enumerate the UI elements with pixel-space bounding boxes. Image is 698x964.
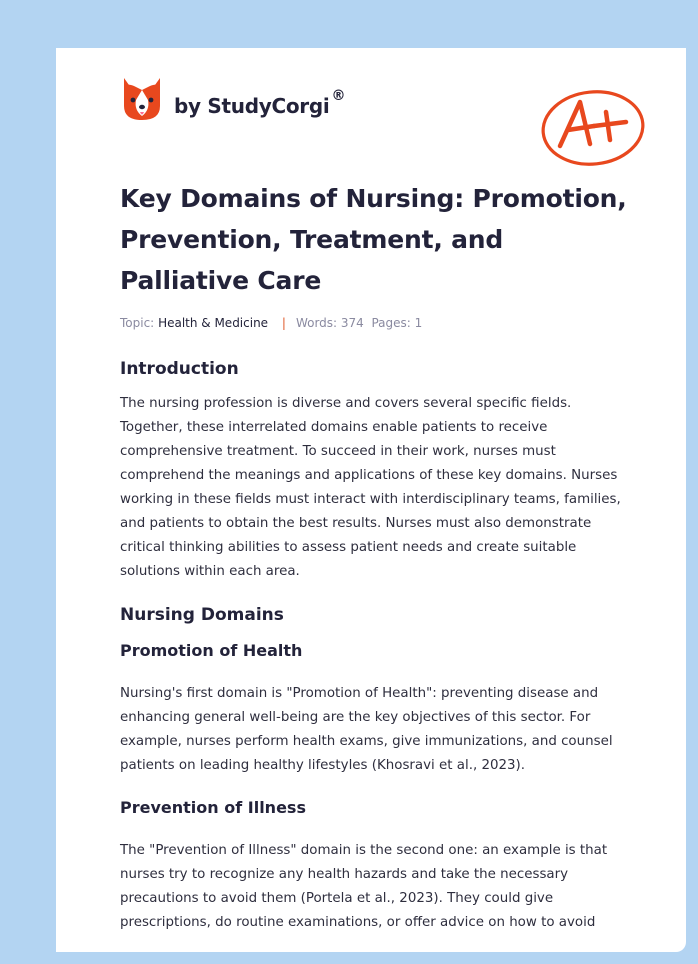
article	[120, 178, 634, 935]
page-count: Pages: 1	[371, 316, 423, 330]
brand-name[interactable]: by StudyCorgi ®	[174, 88, 346, 118]
subsection-heading-promotion: Promotion of Health	[120, 641, 303, 660]
header	[120, 76, 650, 140]
section-heading-introduction: Introduction	[120, 359, 239, 379]
registered-mark: ®	[331, 88, 346, 104]
word-count: Words: 374	[295, 316, 364, 330]
paragraph-prevention: The "Prevention of Illness" domain is the second one: an example is that nurses try to recognize any health hazards and take the necessary precautions to avoid them (Portela et al., 2023). They could give prescriptions, do routine examinations, or offer advice on how to avoid	[120, 843, 608, 930]
section-heading-nursing-domains: Nursing Domains	[120, 605, 284, 625]
paragraph-promotion: Nursing's first domain is "Promotion of Health": preventing disease and enhancing general well-being are the key objectives of this sector. For example, nurses perform health exams, give immunizations, and counsel patients on leading healthy lifestyles (Khosravi et al., 2023).	[120, 686, 613, 773]
corgi-logo-icon	[120, 76, 164, 122]
grade-a-plus-icon	[538, 86, 650, 168]
page-title: Key Domains of Nursing: Promotion, Prevention, Treatment, and Palliative Care	[120, 184, 627, 295]
subsection-heading-prevention: Prevention of Illness	[120, 798, 306, 817]
topic-label: Topic:	[120, 316, 155, 330]
paragraph-introduction: The nursing profession is diverse and covers several specific fields. Together, these interrelated domains enable patients to receive comprehensive treatment. To succeed in their work, nurses must comprehend the meanings and applications of these key domains. Nurses working in these fields must interact with interdisciplinary teams, families, and patients to obtain the best results. Nurses must also demonstrate critical thinking abilities to assess patient needs and create suitable solutions within each area.	[120, 396, 621, 579]
document-page	[56, 48, 686, 952]
topic-link[interactable]: Health & Medicine	[158, 316, 269, 330]
meta-separator: |	[281, 316, 286, 330]
article-meta	[120, 314, 634, 332]
